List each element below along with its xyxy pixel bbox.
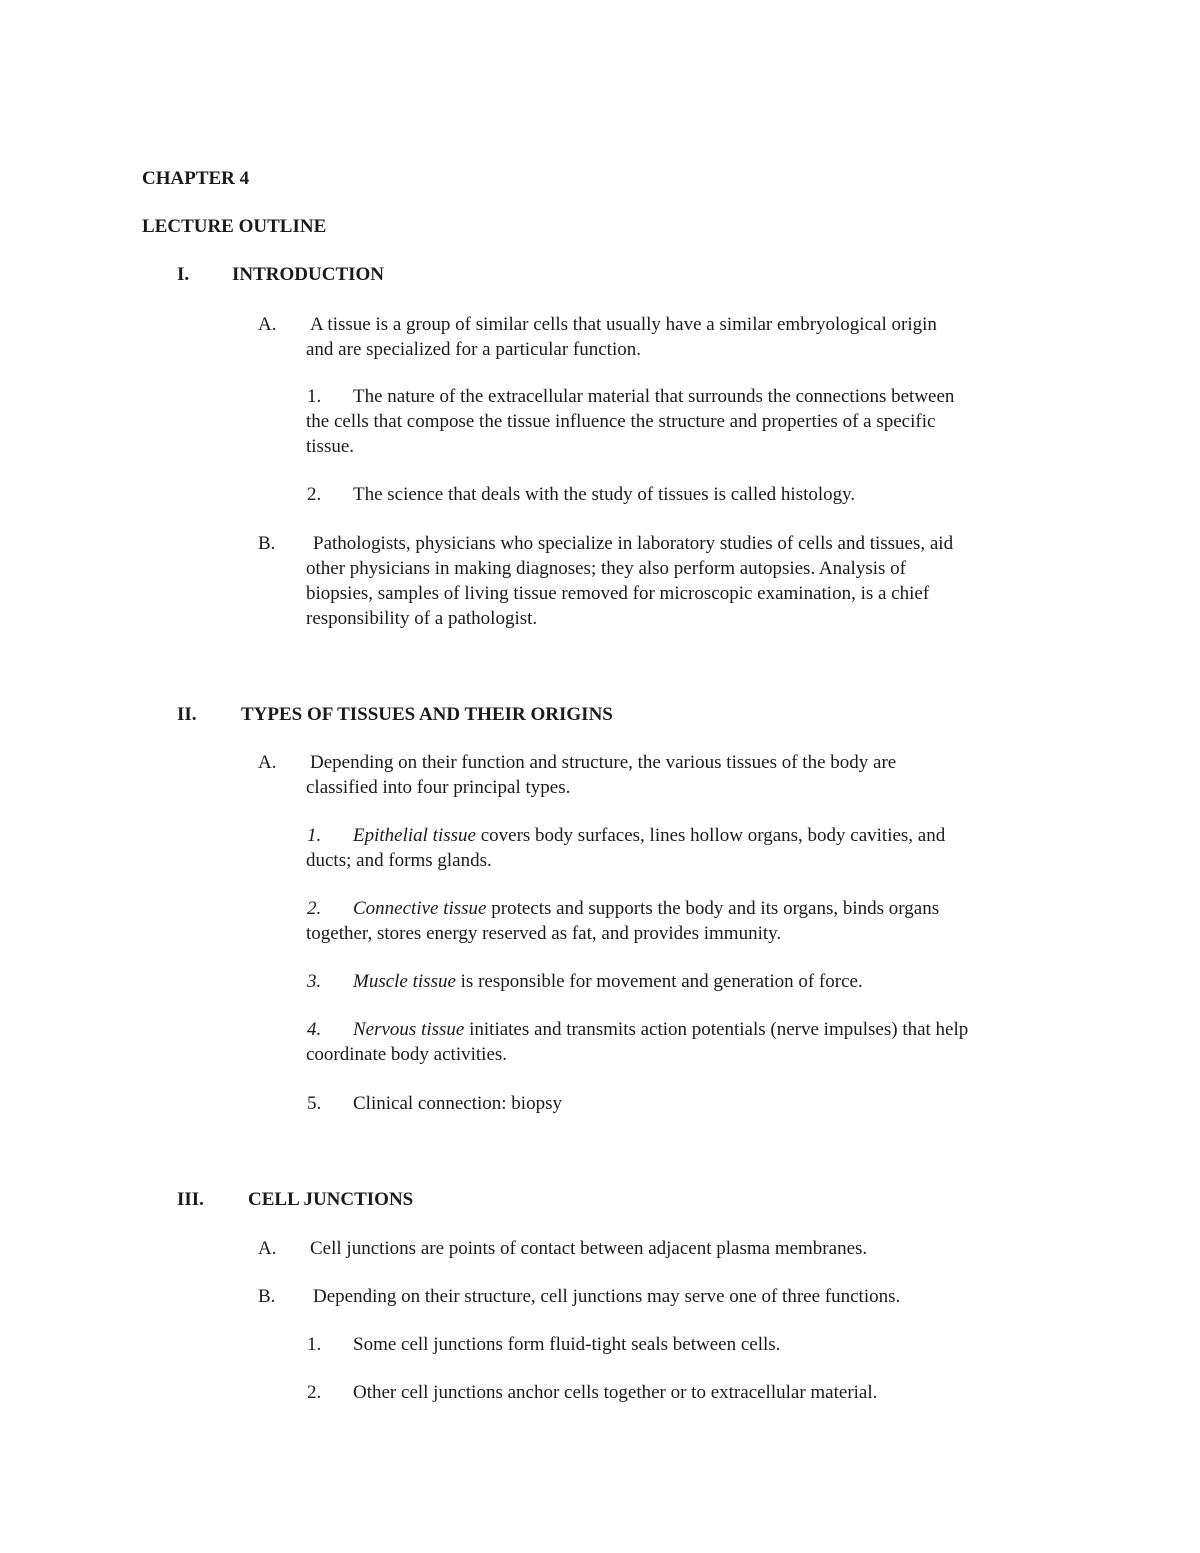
subitem-number: 1. — [307, 1334, 322, 1355]
subitem-text-line — [353, 823, 945, 849]
subitem-text-line: coordinate body activities. — [306, 1044, 508, 1065]
term-connective-tissue: Connective tissue — [353, 898, 487, 919]
term-epithelial-tissue: Epithelial tissue — [353, 825, 476, 846]
subitem-number: 5. — [307, 1093, 322, 1114]
item-letter: A. — [258, 752, 277, 773]
item-letter: A. — [258, 1238, 277, 1259]
item-letter: B. — [258, 1286, 276, 1307]
subitem-rest: is responsible for movement and generation of force. — [455, 971, 863, 992]
subitem-number: 1. — [307, 386, 322, 407]
subitem-text-line: ducts; and forms glands. — [306, 850, 492, 871]
item-text-line: other physicians in making diagnoses; they also perform autopsies. Analysis of — [306, 558, 906, 579]
subitem-text-line: Other cell junctions anchor cells together or to extracellular material. — [353, 1382, 878, 1403]
item-text-line: biopsies, samples of living tissue removed for microscopic examination, is a chief — [306, 583, 930, 604]
item-letter: B. — [258, 533, 276, 554]
subitem-rest: initiates and transmits action potentials (nerve impulses) that help — [464, 1019, 969, 1040]
item-text-line: Pathologists, physicians who specialize in laboratory studies of cells and tissues, aid — [313, 533, 954, 554]
item-text-line: Depending on their structure, cell junctions may serve one of three functions. — [313, 1286, 901, 1307]
subitem-text-line: The nature of the extracellular material that surrounds the connections between — [353, 386, 955, 407]
lecture-outline-heading: LECTURE OUTLINE — [142, 216, 327, 237]
item-text-line: Depending on their function and structure, the various tissues of the body are — [310, 752, 897, 773]
item-text-line: Cell junctions are points of contact between adjacent plasma membranes. — [310, 1238, 868, 1259]
chapter-heading: CHAPTER 4 — [142, 168, 250, 189]
item-text-line: responsibility of a pathologist. — [306, 608, 538, 629]
section-title: TYPES OF TISSUES AND THEIR ORIGINS — [241, 704, 613, 725]
subitem-rest: covers body surfaces, lines hollow organs, body cavities, and — [475, 825, 946, 846]
subitem-text-line: The science that deals with the study of tissues is called histology. — [353, 484, 856, 505]
subitem-number: 2. — [307, 1382, 322, 1403]
subitem-text-line: Clinical connection: biopsy — [353, 1093, 562, 1114]
subitem-number: 1. — [307, 825, 322, 846]
subitem-number: 4. — [307, 1019, 322, 1040]
subitem-text-line — [353, 1017, 968, 1043]
subitem-text-line: the cells that compose the tissue influence the structure and properties of a specific — [306, 411, 936, 432]
section-title: CELL JUNCTIONS — [248, 1189, 414, 1210]
section-numeral: II. — [177, 704, 197, 725]
item-text-line: A tissue is a group of similar cells that usually have a similar embryological origin — [310, 314, 937, 335]
subitem-text-line — [353, 969, 863, 995]
section-numeral: I. — [177, 264, 190, 285]
subitem-text-line: together, stores energy reserved as fat, and provides immunity. — [306, 923, 782, 944]
subitem-number: 2. — [307, 484, 322, 505]
subitem-text-line — [353, 896, 939, 922]
term-muscle-tissue: Muscle tissue — [353, 971, 456, 992]
item-letter: A. — [258, 314, 277, 335]
item-text-line: classified into four principal types. — [306, 777, 571, 798]
term-nervous-tissue: Nervous tissue — [353, 1019, 465, 1040]
subitem-number: 2. — [307, 898, 322, 919]
section-title: INTRODUCTION — [232, 264, 385, 285]
subitem-text-line: Some cell junctions form fluid-tight seals between cells. — [353, 1334, 781, 1355]
subitem-rest: protects and supports the body and its organs, binds organs — [486, 898, 940, 919]
section-numeral: III. — [177, 1189, 204, 1210]
subitem-number: 3. — [307, 971, 322, 992]
item-text-line: and are specialized for a particular function. — [306, 339, 641, 360]
subitem-text-line: tissue. — [306, 436, 355, 457]
